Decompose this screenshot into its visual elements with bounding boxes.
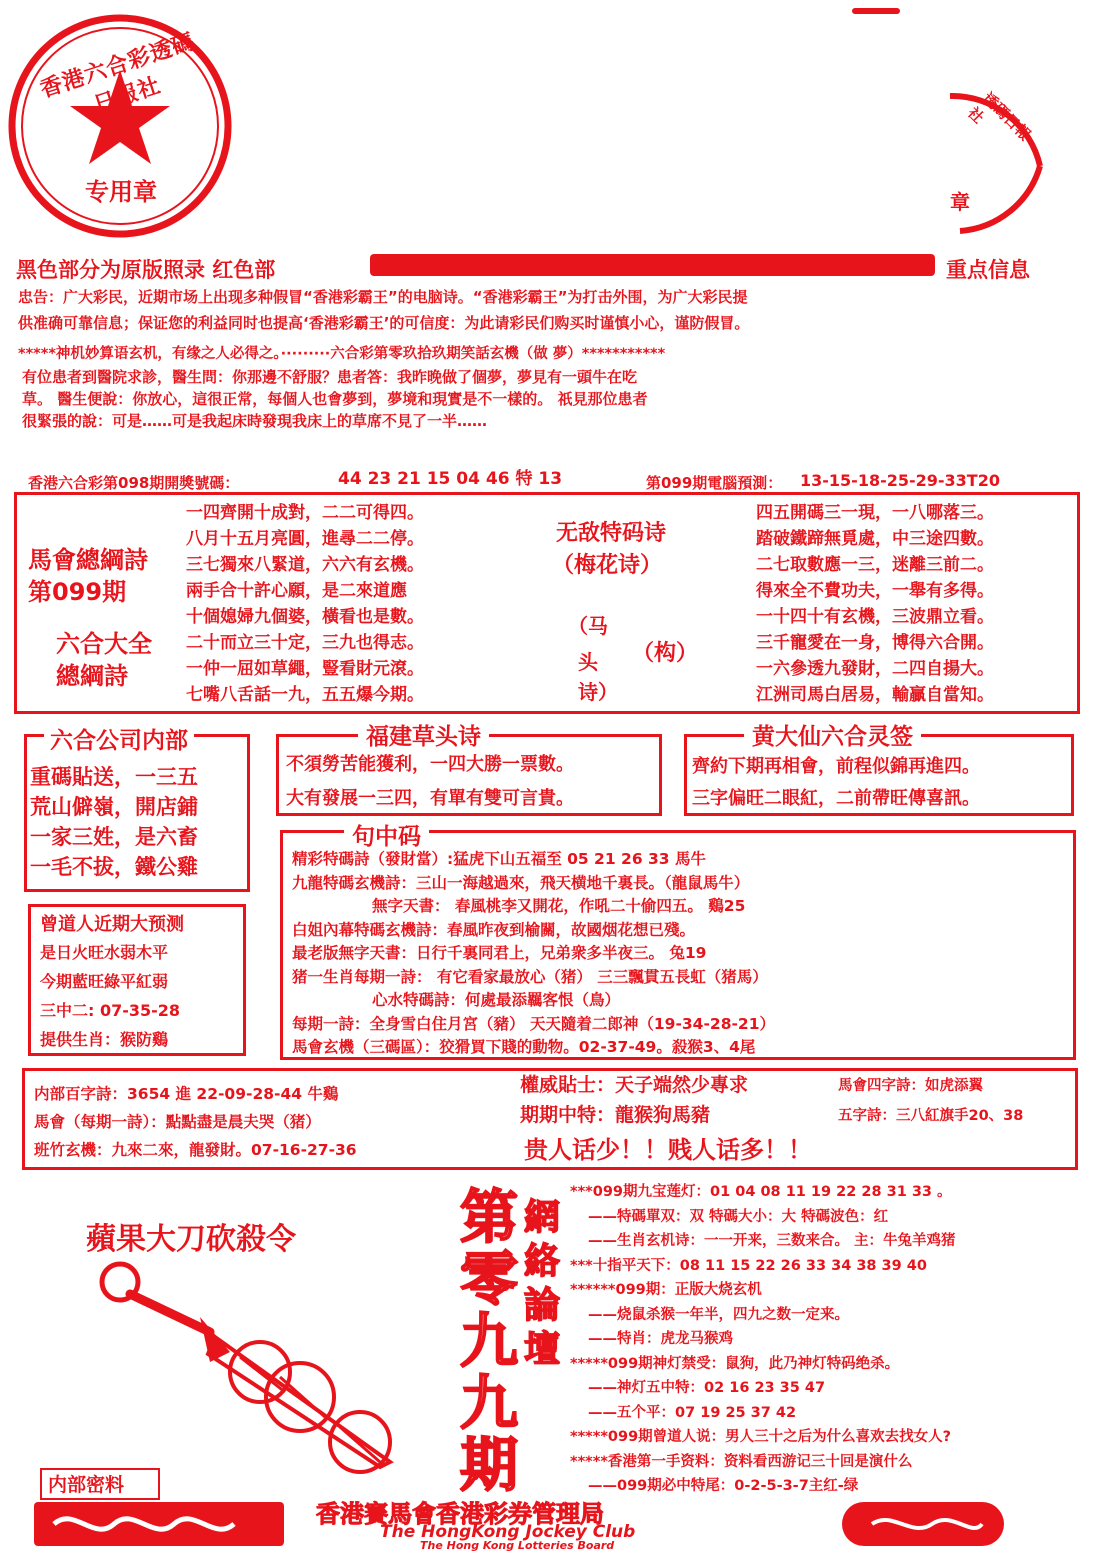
right-list-item: ***099期九宝莲灯：01 04 08 11 19 22 28 31 33 。	[570, 1184, 952, 1200]
ju-line: 九龍特碼玄機詩：三山一海越過來，飛天横地千裏長。（龍鼠馬牛）	[292, 873, 750, 892]
poem-line: 一仲一屈如草繩，豎看財元滾。	[186, 659, 424, 679]
poem-line: 四五開碼三一現，一八哪落三。	[756, 503, 994, 523]
right-list-item: *****099期神灯禁受：鼠狗，此乃神灯特码绝杀。	[570, 1355, 900, 1372]
ju-lines	[292, 848, 775, 1060]
bottom-line: 馬會（每期一詩）：點點盡是晨夫哭（猪）	[34, 1113, 321, 1131]
top-stroke	[852, 8, 900, 14]
stamp-ring-text: 香港六合彩透碼日報社	[37, 29, 199, 119]
cao-line: 今期藍旺綠平紅弱	[40, 972, 169, 991]
stamp-center-text: 专用章	[85, 178, 157, 206]
company-line: 荒山僻嶺，開店鋪	[30, 795, 198, 819]
right-list-item: ——神灯五中特：02 16 23 35 47	[588, 1380, 826, 1396]
poem-line: 一六參透九發財，二四自揚大。	[756, 659, 994, 679]
prediction-label: 第099期電腦預測：	[646, 474, 783, 492]
authority-tip: 權威貼士：天子端然少專求	[520, 1074, 749, 1096]
right-list-item: ******099期：正版大烧玄机	[570, 1282, 762, 1298]
huang-title: 黄大仙六合灵签	[744, 718, 921, 751]
forum-vertical-small: 網絡論壇	[523, 1197, 560, 1370]
right-list-item: ——特碼單双：双 特碼大小：大 特碼波色：红	[588, 1208, 889, 1225]
cao-line: 是日火旺水弱木平	[40, 943, 169, 962]
joke-title: *****神机妙算语玄机，有缘之人必得之。·········六合彩第零玖拾玖期笑話玄機（做 夢）***********	[18, 346, 666, 362]
notice-line-1: 忠告：广大彩民，近期市场上出现多种假冒“香港彩霸王”的电脑诗。“香港彩霸王”为打击外围，为广大彩民提	[18, 288, 748, 306]
company-lines	[30, 762, 198, 882]
ju-line: 無字天書： 春風桃李又開花，作吼二十偷四五。 鷄25	[372, 897, 746, 915]
poem-line: 得來全不費功夫，一舉有多得。	[756, 581, 994, 601]
joke-line-2: 草。 醫生便說：你放心，這很正常，每個人也會夢到，夢境和現實是不一樣的。 祇見那位患者	[22, 390, 648, 408]
right-logo	[842, 1502, 1004, 1546]
header-left: 黑色部分为原版照录 红色部	[16, 258, 276, 282]
bottom-line: 班竹玄機：九來二來，龍發財。07-16-27-36	[34, 1141, 357, 1159]
knife-graphic	[90, 1262, 420, 1472]
redacted-bar	[370, 254, 935, 276]
knife-title: 蘋果大刀砍殺令	[86, 1222, 296, 1257]
cao-title: 曾道人近期大预测	[40, 914, 184, 935]
ju-line: 馬會玄機（三碼區）：狡猾買下賤的動物。02-37-49。殺猴3、4尾	[292, 1038, 756, 1056]
fujian-line-2: 大有發展一三四，有單有雙可言貴。	[286, 788, 574, 809]
poem-line: 二七取數應一三，迷離三前二。	[756, 555, 994, 575]
mid-side: （构）	[632, 641, 699, 666]
poem-left-title-2: 第099期	[28, 578, 127, 606]
mid-vertical-2: 头	[578, 650, 598, 674]
right-list-item: ——烧鼠杀猴一年半，四九之数一定来。	[588, 1306, 849, 1323]
footer-en-1: The HongKong Jockey Club	[380, 1522, 636, 1542]
right-list-item: ——生肖玄机诗：一一开来，三数来合。 主：牛兔羊鸡猪	[588, 1233, 956, 1249]
cao-line: 三中二: 07-35-28	[40, 1001, 181, 1020]
ju-line: 每期一詩：全身雪白住月宮（豬） 天天隨着二郎神（19-34-28-21）	[292, 1014, 775, 1033]
poem-left-title-1: 馬會總綱詩	[28, 546, 148, 574]
ju-line: 精彩特碼詩（發財當）:猛虎下山五福至 05 21 26 33 馬牛	[292, 850, 706, 868]
mid-title-1: 无敌特码诗	[556, 521, 667, 546]
poem-line: 八月十五月亮圓，進尋二二停。	[186, 529, 424, 549]
bottom-line: 内部百字詩：3654 進 22-09-28-44 牛鷄	[34, 1085, 339, 1103]
ju-line: 心水特碼詩：何處最添羈客恨（鳥）	[372, 991, 621, 1009]
stamp-fragment-right	[940, 86, 1050, 236]
header-right: 重点信息	[946, 258, 1030, 282]
mid-vertical-3: 诗）	[578, 680, 618, 704]
cao-lines	[40, 938, 180, 1054]
slogan: 贵人话少！！贱人话多！！	[524, 1136, 812, 1164]
poem-left-title-4: 總綱詩	[56, 662, 128, 690]
huang-line-1: 齊約下期再相會，前程似錦再進四。	[692, 756, 980, 777]
right-list-item: ***十指平天下：08 11 15 22 26 33 34 38 39 40	[570, 1257, 927, 1274]
right-list-item: *****099期曾道人说：男人三十之后为什么喜欢去找女人?	[570, 1429, 952, 1445]
right-list-item: ——099期必中特尾：0-2-5-3-7主红-绿	[588, 1478, 859, 1494]
ju-line: 白姐內幕特碼玄機詩：春風昨夜到榆關，故國烟花想已殘。	[292, 920, 696, 939]
company-line: 重碼貼送，一三五	[30, 765, 198, 789]
forum-vertical-big: 第零九九期	[459, 1183, 518, 1499]
footer-cn: 香港賽馬會香港彩券管理局	[316, 1500, 604, 1528]
always-special: 期期中特：龍猴狗馬豬	[520, 1104, 711, 1126]
poem-line: 三七獨來八緊道，六六有玄機。	[186, 555, 424, 575]
stamp-right-center: 章	[950, 190, 970, 214]
company-line: 一家三姓，是六畜	[30, 825, 198, 849]
notice-line-2: 供准确可靠信息；保证您的利益同时也提高‘香港彩霸王’的可信度：为此请彩民们购买时谨慎小心，谨防假冒。	[18, 314, 750, 332]
poem-line: 一十四十有玄機，三波鼎立看。	[756, 607, 994, 627]
mid-title-2: （梅花诗）	[552, 553, 663, 578]
poem-line: 踏破鐵蹄無覓處，中三途四數。	[756, 529, 994, 549]
cao-line: 提供生肖：猴防鷄	[40, 1030, 169, 1049]
poem-line: 兩手合十許心願，是二來道應	[186, 581, 407, 601]
poem-line: 二十而立三十定，三九也得志。	[186, 633, 424, 653]
prediction-numbers: 13-15-18-25-29-33T20	[800, 471, 1000, 490]
official-stamp	[6, 12, 234, 240]
huang-line-2: 三字偏旺二眼紅，二前帶旺傳喜訊。	[692, 788, 980, 809]
company-line: 一毛不拔，鐵公雞	[30, 855, 198, 879]
poem-line: 三千寵愛在一身，博得六合開。	[756, 633, 994, 653]
ju-line: 最老版無字天書：日行千裏同君上，兄弟衆多半夜三。 兔19	[292, 944, 707, 962]
footer-en-2: The Hong Kong Lotteries Board	[420, 1539, 615, 1552]
four-char-poem: 馬會四字詩：如虎添翼	[838, 1078, 983, 1094]
poem-line: 一四齊開十成對，二二可得四。	[186, 503, 424, 523]
stamp-right-text: 透碼日報社	[964, 88, 1035, 144]
joke-line-3: 很緊張的說：可是……可是我起床時發現我床上的草席不見了一半……	[22, 412, 488, 430]
poem-column-2	[756, 500, 994, 708]
poem-line: 江洲司馬白居易，輸贏自當知。	[756, 685, 994, 705]
internal-badge: 内部密料	[48, 1474, 125, 1496]
fujian-line-1: 不須勞苦能獲利，一四大勝一票數。	[286, 754, 574, 775]
right-list	[570, 1180, 956, 1499]
bottom-left-lines	[34, 1080, 357, 1164]
joke-line-1: 有位患者到醫院求診，醫生問：你那邊不舒服？患者答：我昨晚做了個夢，夢見有一頭牛在吃	[22, 368, 638, 386]
fujian-title: 福建草头诗	[358, 718, 489, 751]
prev-draw-numbers: 44 23 21 15 04 46 特 13	[338, 469, 563, 489]
mid-vertical-1: （马	[568, 614, 608, 638]
company-title: 六合公司内部	[44, 722, 194, 755]
left-logo	[34, 1502, 284, 1546]
right-list-item: *****香港第一手资料：资料看西游记三十回是演什么	[570, 1453, 913, 1470]
poem-left-title-3: 六合大全	[56, 630, 152, 658]
five-char-poem: 五字詩：三八紅旗手20、38	[838, 1108, 1024, 1124]
poem-line: 七嘴八舌話一九，五五爆今期。	[186, 685, 424, 705]
right-list-item: ——五个平：07 19 25 37 42	[588, 1404, 797, 1421]
ju-line: 猪一生肖每期一詩： 有它看家最放心（猪） 三三飄貫五長虹（猪馬）	[292, 967, 768, 986]
poem-line: 十個媳婦九個婆，橫看也是數。	[186, 607, 424, 627]
prev-draw-label: 香港六合彩第098期開獎號碼：	[28, 474, 240, 492]
ju-title: 句中码	[344, 818, 429, 851]
poem-column-1	[186, 500, 424, 708]
right-list-item: ——特肖：虎龙马猴鸡	[588, 1331, 733, 1347]
